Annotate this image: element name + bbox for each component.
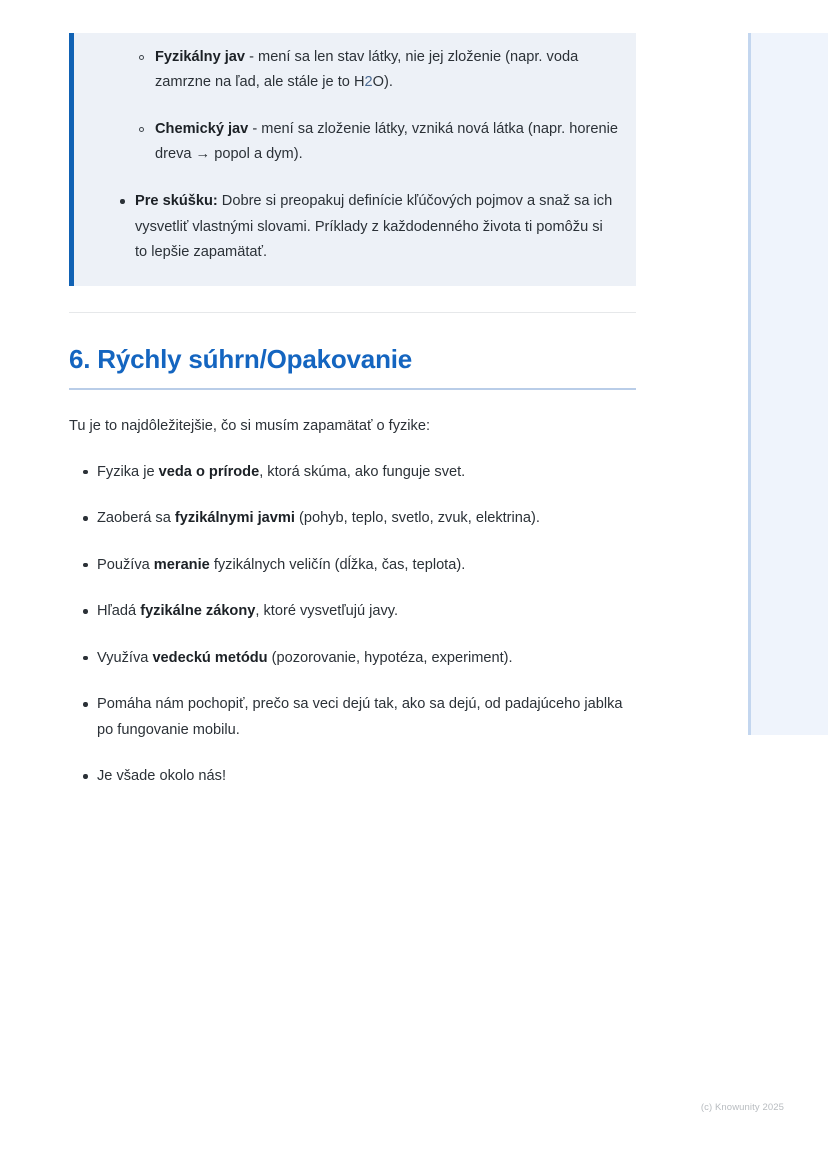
bullet-post: fyzikálnych veličín (dĺžka, čas, teplota). <box>209 556 466 573</box>
callout-tip-list <box>92 189 618 266</box>
right-strip-edge <box>748 33 751 735</box>
callout-definition-list <box>92 45 618 167</box>
tip-text: Dobre si preopakuj definície kľúčových pojmov a snaž sa ich vysvetliť vlastnými slovami. Príklady z každodenného života ti pomôžu si to lepšie zapamätať. <box>135 193 613 260</box>
bullet-post: (pohyb, teplo, svetlo, zvuk, elektrina). <box>294 510 540 526</box>
page-title: 6. Rýchly súhrn/Opakovanie <box>69 343 413 374</box>
list-item <box>92 45 618 95</box>
list-item <box>69 599 636 625</box>
list-item <box>92 189 618 266</box>
list-item <box>69 692 636 743</box>
bullet-post: , ktorá skúma, ako funguje svet. <box>259 463 466 480</box>
bullet-bold: veda o prírode <box>158 463 260 480</box>
right-decorative-strip <box>748 33 828 735</box>
callout-box <box>69 33 636 286</box>
bullet-pre: Používa <box>97 556 154 573</box>
summary-list <box>69 460 636 790</box>
definition-dash: - <box>248 121 262 137</box>
tip-label: Pre skúšku: <box>135 193 218 209</box>
bullet-bold: fyzikálne zákony <box>140 603 256 619</box>
intro-paragraph: Tu je to najdôležitejšie, čo si musím zapamätať o fyzike: <box>69 417 431 434</box>
formula-subscript: 2 <box>364 74 373 90</box>
bullet-post: , ktoré vysvetľujú javy. <box>255 603 399 619</box>
list-item <box>69 460 636 486</box>
footer-copyright: (c) Knowunity 2025 <box>700 1102 784 1113</box>
definition-term: Chemický jav <box>155 121 249 137</box>
bullet-pre: Zaoberá sa <box>97 510 175 526</box>
definition-text: mení sa zloženie látky, vzniká nová látka (napr. horenie dreva → popol a dym). <box>155 121 618 162</box>
definition-dash: - <box>245 49 259 65</box>
list-item <box>69 553 636 579</box>
section-divider <box>69 312 636 313</box>
definition-text: mení sa len stav látky, nie jej zloženie (napr. voda zamrzne na ľad, ale stále je to H <box>155 49 579 90</box>
bullet-pre: Je všade okolo nás! <box>97 768 226 784</box>
content-column <box>69 0 636 811</box>
heading-underline <box>69 388 636 390</box>
definition-term: Fyzikálny jav <box>155 49 246 65</box>
bullet-bold: fyzikálnymi javmi <box>174 510 295 526</box>
list-item <box>69 764 636 790</box>
bullet-post: (pozorovanie, hypotéza, experiment). <box>267 649 513 666</box>
bullet-pre: Hľadá <box>97 603 141 619</box>
bullet-pre: Pomáha nám pochopiť, prečo sa veci dejú tak, ako sa dejú, od padajúceho jablka po fungovanie mobilu. <box>97 696 623 738</box>
list-item <box>69 506 636 532</box>
bullet-bold: vedeckú metódu <box>152 649 268 666</box>
definition-text-tail: O). <box>372 74 393 90</box>
bullet-pre: Fyzika je <box>97 463 159 480</box>
bullet-bold: meranie <box>153 556 210 573</box>
bullet-pre: Využíva <box>97 649 153 666</box>
list-item <box>69 646 636 672</box>
list-item <box>92 117 618 167</box>
